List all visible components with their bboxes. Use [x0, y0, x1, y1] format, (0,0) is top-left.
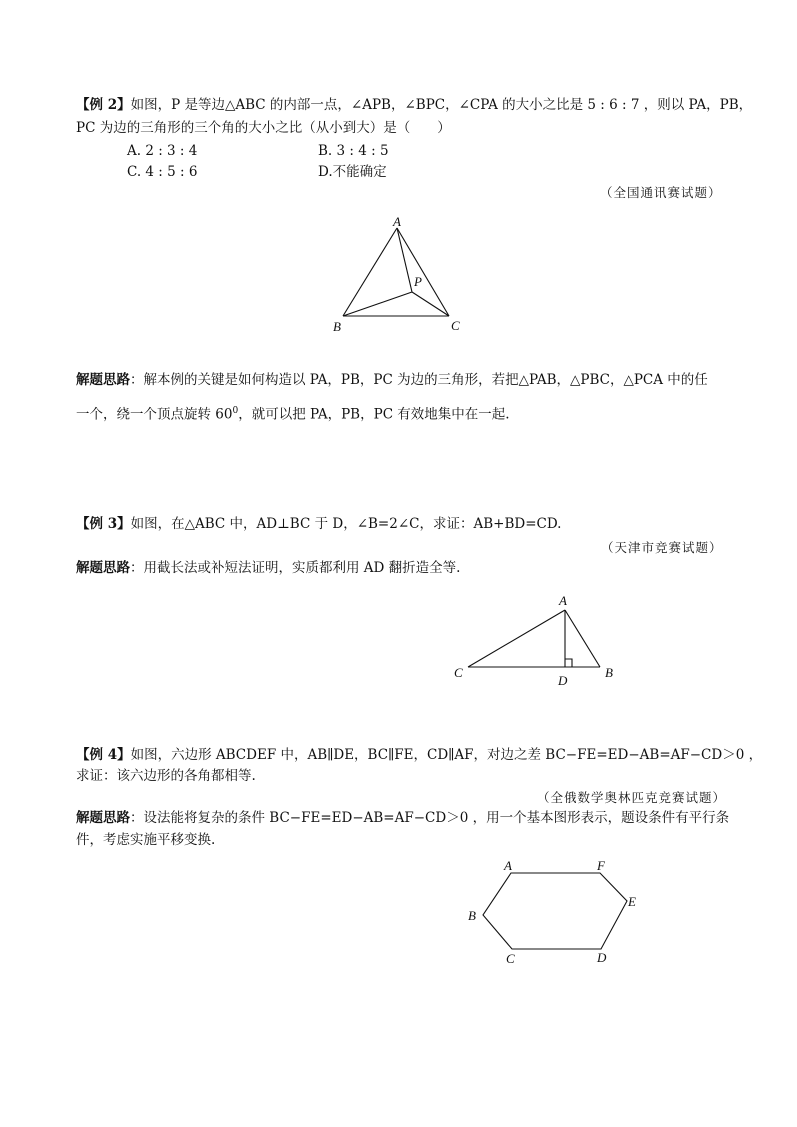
- ex2-tag: 【例 2】: [76, 97, 131, 113]
- ex2-solution-tag: 解题思路: [76, 372, 130, 388]
- ex2-solution-line2: [76, 402, 510, 424]
- ex2-label-a: A: [393, 214, 401, 229]
- ex2-label-c: C: [451, 318, 460, 333]
- ex4-text-line1: 如图，六边形 ABCDEF 中，AB∥DE，BC∥FE，CD∥AF，对边之差 BC−FE=ED−AB=AF−CD＞0 ，: [130, 747, 763, 763]
- ex3-seg-ac: [468, 610, 565, 667]
- ex4-label-d: D: [597, 950, 607, 965]
- ex3-text-line1: 如图，在△ABC 中，AD⊥BC 于 D，∠B=2∠C，求证：AB+BD=CD.: [130, 516, 562, 532]
- ex4-label-e: E: [628, 894, 636, 909]
- ex2-seg-pc: [412, 292, 449, 316]
- ex2-seg-pb: [343, 292, 412, 316]
- ex3-source: （天津市竞赛试题）: [601, 540, 723, 555]
- ex4-label-c: C: [506, 951, 515, 966]
- ex4-figure: [460, 855, 650, 970]
- ex2-solution-sup: 0: [232, 406, 239, 416]
- ex3-label-a: A: [559, 593, 567, 608]
- ex2-option-b: B. 3 : 4 : 5: [318, 143, 389, 159]
- ex2-option-c: C. 4 : 5 : 6: [127, 164, 198, 180]
- ex3-tag: 【例 3】: [76, 516, 131, 532]
- ex2-seg-pa: [397, 228, 412, 292]
- ex4-statement-line2: 求证：该六边形的各角都相等.: [76, 768, 256, 784]
- ex2-label-b: B: [333, 319, 341, 334]
- ex2-solution-text2b: ，就可以把 PA，PB，PC 有效地集中在一起.: [238, 406, 510, 423]
- ex2-figure: [330, 212, 480, 337]
- ex2-statement-line2: PC 为边的三角形的三个角的大小之比（从小到大）是（ ）: [76, 120, 451, 136]
- ex3-solution-line1: [76, 559, 460, 577]
- ex3-label-c: C: [454, 665, 463, 680]
- ex3-solution-tag: 解题思路: [76, 560, 130, 576]
- ex3-right-angle-mark: [565, 659, 572, 667]
- ex4-solution-line1: [76, 809, 729, 827]
- ex2-label-p: P: [414, 274, 422, 289]
- ex4-hexagon: [483, 873, 627, 949]
- ex4-statement-line1: [76, 746, 762, 764]
- ex2-solution-line1: [76, 371, 708, 389]
- ex2-option-d: D.不能确定: [318, 164, 387, 180]
- ex2-seg-ab: [343, 228, 397, 316]
- ex4-tag: 【例 4】: [76, 747, 131, 763]
- ex2-source: （全国通讯赛试题）: [600, 185, 722, 200]
- ex3-label-d: D: [558, 673, 568, 688]
- ex3-statement-line1: [76, 515, 561, 533]
- ex4-solution-text1: ：设法能将复杂的条件 BC−FE=ED−AB=AF−CD＞0 ，用一个基本图形表示，题设条件有平行条: [130, 810, 730, 826]
- ex4-source: （全俄数学奥林匹克竞赛试题）: [537, 790, 727, 805]
- ex4-label-b: B: [468, 908, 476, 923]
- ex4-label-f: F: [597, 858, 605, 873]
- ex2-statement-line1: [76, 96, 752, 114]
- ex2-solution-text1: ：解本例的关键是如何构造以 PA，PB，PC 为边的三角形，若把△PAB，△PBC，△PCA 中的任: [130, 372, 708, 388]
- ex2-seg-ac: [397, 228, 449, 316]
- ex4-label-a: A: [504, 858, 512, 873]
- ex3-solution-text1: ：用截长法或补短法证明，实质都利用 AD 翻折造全等.: [130, 560, 461, 576]
- ex2-text-line1: 如图，P 是等边△ABC 的内部一点，∠APB，∠BPC，∠CPA 的大小之比是 5 : 6 : 7 ，则以 PA，PB，: [130, 97, 753, 113]
- ex3-label-b: B: [605, 665, 613, 680]
- ex2-option-a: A. 2 : 3 : 4: [127, 143, 198, 159]
- ex2-solution-text2a: 一个，绕一个顶点旋转 60: [76, 406, 233, 423]
- ex3-figure: [450, 590, 625, 688]
- ex4-solution-line2: 件，考虑实施平移变换.: [76, 832, 216, 848]
- ex4-solution-tag: 解题思路: [76, 810, 130, 826]
